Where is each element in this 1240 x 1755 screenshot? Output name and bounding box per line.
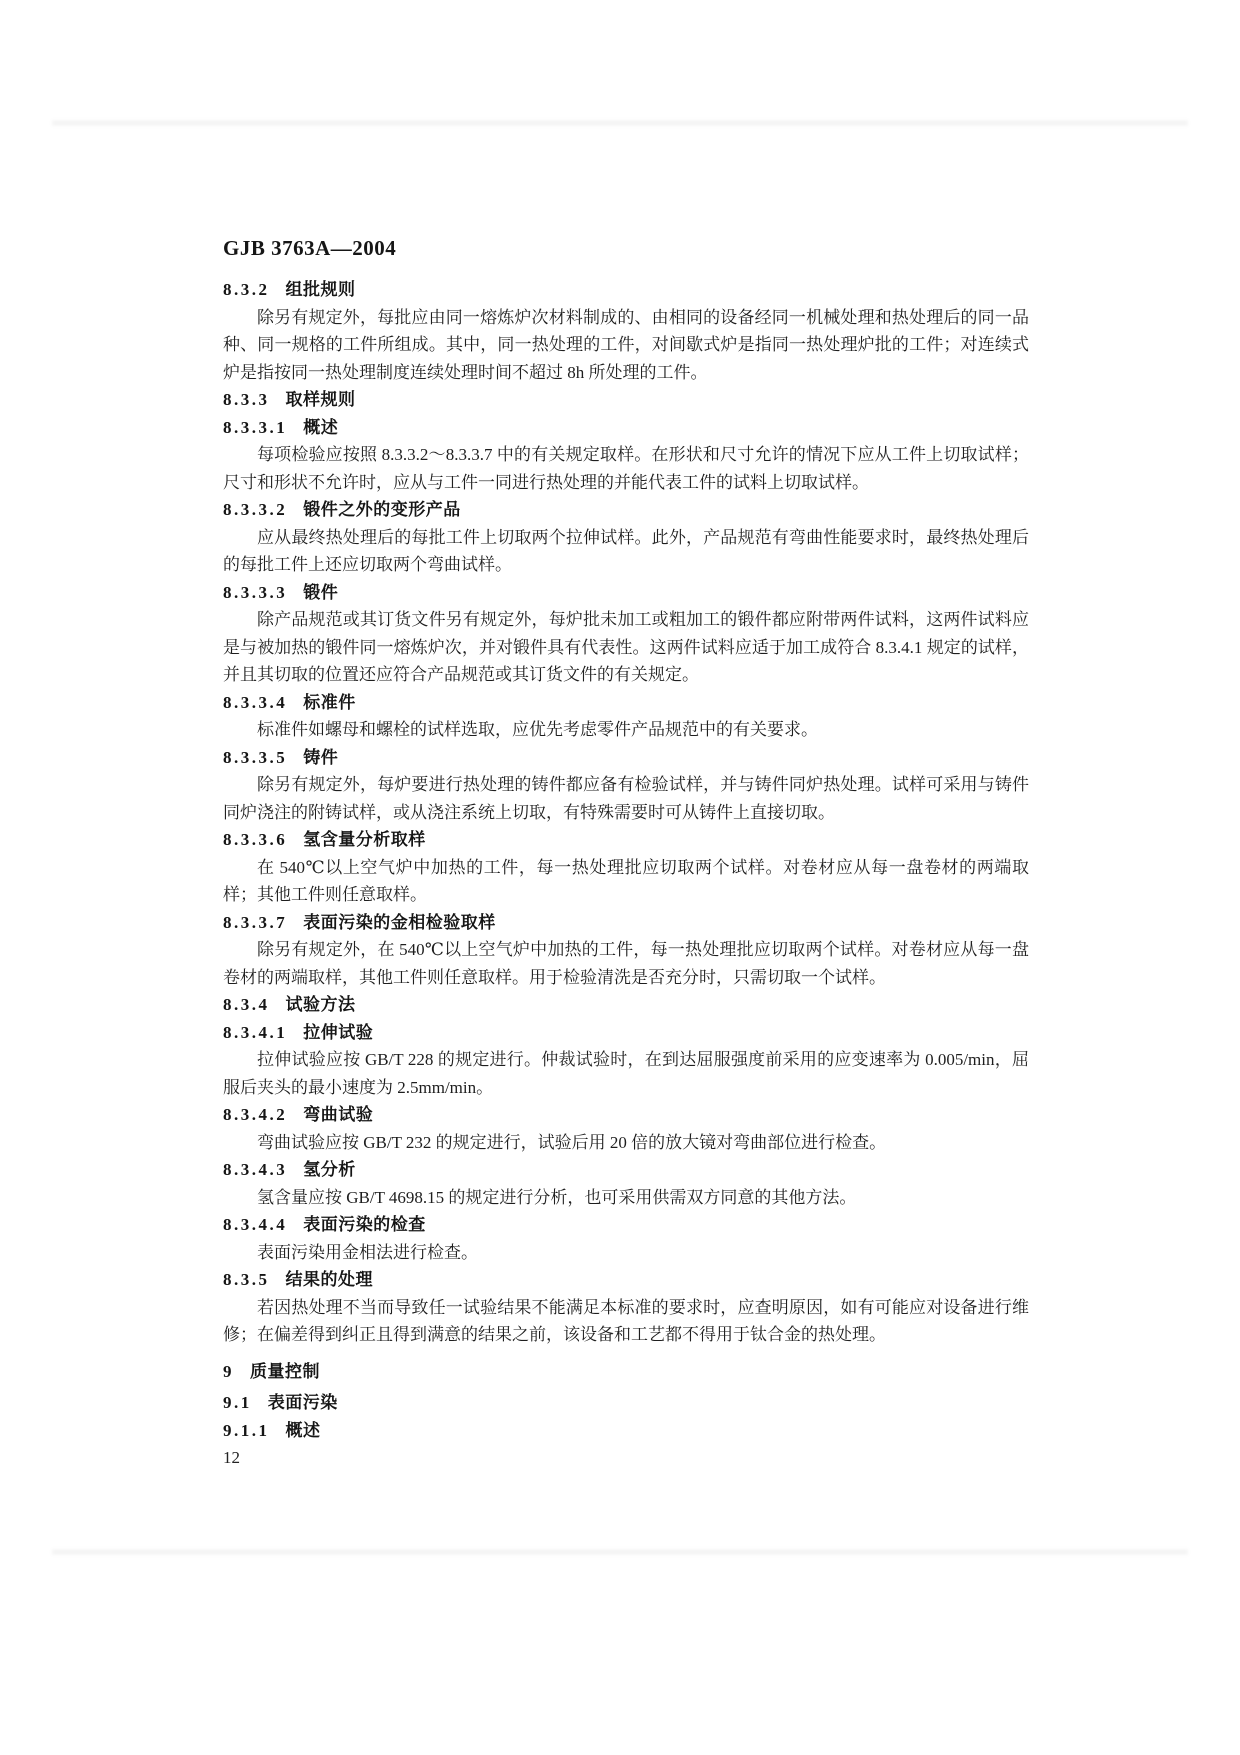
section-number: 8.3.3.5 [223, 747, 288, 767]
section-title: 概述 [303, 417, 339, 437]
section-title: 组批规则 [285, 280, 356, 299]
section-number: 8.3.3.7 [223, 912, 288, 932]
page-top-edge-shadow [52, 119, 1188, 127]
section-title: 氢含量分析取样 [303, 830, 426, 849]
section-heading [223, 496, 1029, 524]
page-bottom-edge-shadow [52, 1548, 1188, 1556]
section-title: 表面污染 [267, 1393, 338, 1412]
section-title: 锻件之外的变形产品 [303, 500, 461, 519]
document-body [223, 276, 1029, 1444]
section-number: 9.1.1 [223, 1420, 270, 1440]
section-title: 拉伸试验 [303, 1022, 374, 1042]
section-heading [223, 1417, 1029, 1445]
section-heading [223, 744, 1029, 772]
section-title: 弯曲试验 [303, 1105, 374, 1124]
section-heading [223, 826, 1029, 854]
section-number: 8.3.4.2 [223, 1105, 288, 1124]
paragraph: 除产品规范或其订货文件另有规定外，每炉批未加工或粗加工的锻件都应附带两件试料，这两件试料应是与被加热的锻件同一熔炼炉次，并对锻件具有代表性。这两件试料应适于加工成符合 8.3.4.1 规定的试样，并且其切取的位置还应符合产品规范或其订货文件的有关规定。 [223, 610, 1029, 684]
section-title: 取样规则 [285, 390, 356, 409]
paragraph: 拉伸试验应按 GB/T 228 的规定进行。仲裁试验时，在到达屈服强度前采用的应变速率为 0.005/min，屈服后夹头的最小速度为 2.5mm/min。 [223, 1050, 1029, 1097]
paragraph: 表面污染用金相法进行检查。 [257, 1242, 478, 1262]
section-heading [223, 414, 1029, 442]
section-heading [223, 276, 1029, 304]
section-number: 8.3.4.4 [223, 1215, 288, 1234]
section-heading [223, 1358, 1029, 1386]
section-heading [223, 1389, 1029, 1417]
section-number: 8.3.3.6 [223, 830, 288, 849]
section-number: 8.3.4 [223, 995, 270, 1014]
section-heading [223, 1019, 1029, 1047]
section-title: 试验方法 [285, 995, 356, 1014]
section-number: 9.1 [223, 1393, 252, 1412]
section-heading [223, 991, 1029, 1019]
paragraph: 氢含量应按 GB/T 4698.15 的规定进行分析，也可采用供需双方同意的其他方法。 [257, 1187, 857, 1207]
section-title: 铸件 [303, 747, 339, 767]
section-title: 标准件 [303, 692, 356, 712]
standard-number-header: GJB 3763A—2004 [223, 236, 397, 260]
section-number: 8.3.5 [223, 1270, 270, 1289]
section-number: 8.3.4.3 [223, 1160, 288, 1179]
section-title: 氢分析 [303, 1160, 356, 1179]
section-number: 8.3.3.1 [223, 417, 288, 437]
section-heading [223, 689, 1029, 717]
paragraph: 弯曲试验应按 GB/T 232 的规定进行，试验后用 20 倍的放大镜对弯曲部位进行检查。 [257, 1132, 887, 1152]
section-title: 结果的处理 [285, 1270, 373, 1289]
section-heading [223, 1101, 1029, 1129]
section-title: 质量控制 [250, 1361, 320, 1381]
section-heading [223, 1211, 1029, 1239]
paragraph: 每项检验应按照 8.3.3.2～8.3.3.7 中的有关规定取样。在形状和尺寸允许的情况下应从工件上切取试样；尺寸和形状不允许时，应从与工件一同进行热处理的并能代表工件的试料上切取试样。 [223, 445, 1029, 492]
section-number: 8.3.3 [223, 390, 270, 409]
section-number: 8.3.2 [223, 280, 270, 299]
section-number: 8.3.3.4 [223, 692, 288, 712]
paragraph: 除另有规定外，在 540℃以上空气炉中加热的工件，每一热处理批应切取两个试样。对卷材应从每一盘卷材的两端取样，其他工件则任意取样。用于检验清洗是否充分时，只需切取一个试样。 [223, 940, 1029, 987]
section-title: 表面污染的检查 [303, 1215, 426, 1234]
paragraph: 应从最终热处理后的每批工件上切取两个拉伸试样。此外，产品规范有弯曲性能要求时，最终热处理后的每批工件上还应切取两个弯曲试样。 [223, 527, 1029, 574]
section-title: 概述 [285, 1420, 321, 1440]
section-number: 8.3.3.2 [223, 500, 288, 519]
section-title: 锻件 [303, 582, 339, 602]
paragraph: 除另有规定外，每炉要进行热处理的铸件都应备有检验试样，并与铸件同炉热处理。试样可采用与铸件同炉浇注的附铸试样，或从浇注系统上切取，有特殊需要时可从铸件上直接切取。 [223, 775, 1029, 822]
section-heading [223, 1156, 1029, 1184]
section-heading [223, 1266, 1029, 1294]
paragraph: 在 540℃以上空气炉中加热的工件，每一热处理批应切取两个试样。对卷材应从每一盘卷材的两端取样；其他工件则任意取样。 [223, 857, 1029, 904]
paragraph: 若因热处理不当而导致任一试验结果不能满足本标准的要求时，应查明原因，如有可能应对设备进行维修；在偏差得到纠正且得到满意的结果之前，该设备和工艺都不得用于钛合金的热处理。 [223, 1297, 1029, 1344]
section-number: 8.3.4.1 [223, 1022, 288, 1042]
page-number: 12 [223, 1448, 240, 1467]
section-heading [223, 579, 1029, 607]
paragraph: 标准件如螺母和螺栓的试样选取，应优先考虑零件产品规范中的有关要求。 [257, 720, 818, 739]
section-number: 9 [223, 1361, 234, 1381]
section-heading [223, 909, 1029, 937]
section-heading [223, 386, 1029, 414]
paragraph: 除另有规定外，每批应由同一熔炼炉次材料制成的、由相同的设备经同一机械处理和热处理后的同一品种、同一规格的工件所组成。其中，同一热处理的工件，对间歇式炉是指同一热处理炉批的工件；对连续式炉是指按同一热处理制度连续处理时间不超过 8h 所处理的工件。 [223, 307, 1029, 382]
section-title: 表面污染的金相检验取样 [303, 912, 496, 932]
section-number: 8.3.3.3 [223, 582, 288, 602]
